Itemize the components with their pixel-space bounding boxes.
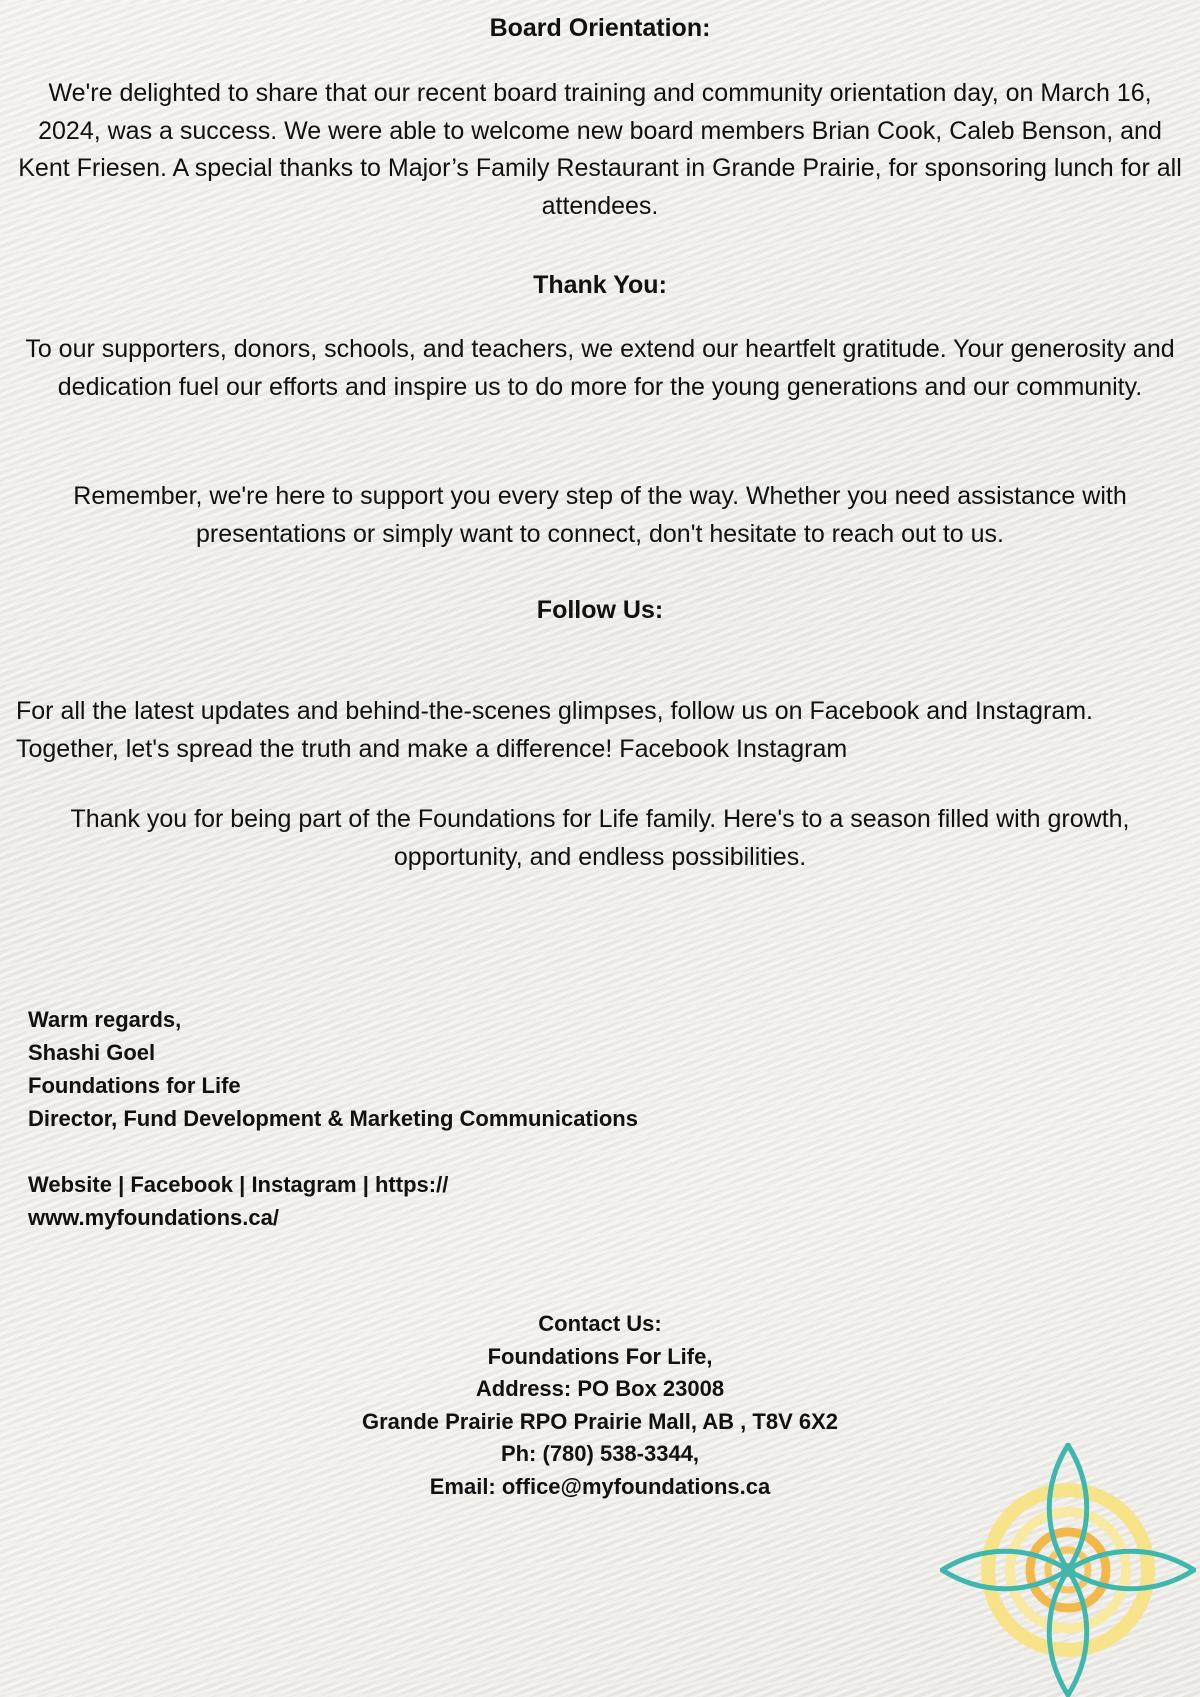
logo-petals: [942, 1445, 1194, 1695]
instagram-link[interactable]: Instagram: [251, 1172, 357, 1197]
links-block: [28, 1168, 548, 1234]
website-link[interactable]: Website: [28, 1172, 112, 1197]
website-url-link[interactable]: https:// www.myfoundations.ca/: [28, 1172, 449, 1230]
signature-greeting: Warm regards,: [28, 1007, 182, 1032]
links-separator: |: [356, 1172, 375, 1197]
closing-paragraph: Thank you for being part of the Foundations for Life family. Here's to a season filled with growth, opportunity, and endless possibilities.: [70, 805, 1130, 871]
contact-email[interactable]: Email: office@myfoundations.ca: [429, 1473, 771, 1499]
links-separator: |: [111, 1172, 131, 1197]
contact-organization: Foundations For Life,: [487, 1343, 713, 1369]
signature-block: [28, 1003, 788, 1135]
thank-you-heading: Thank You:: [533, 271, 667, 299]
facebook-link[interactable]: Facebook: [130, 1172, 234, 1197]
contact-heading: Contact Us:: [538, 1311, 662, 1336]
follow-us-paragraph: For all the latest updates and behind-the-scenes glimpses, follow us on Facebook and Instagram. Together, let's spread the truth and make a difference! Facebook Instagram: [16, 697, 1094, 763]
signature-title: Director, Fund Development & Marketing Communications: [28, 1106, 638, 1131]
signature-organization: Foundations for Life: [28, 1073, 241, 1098]
contact-phone[interactable]: Ph: (780) 538-3344,: [500, 1441, 700, 1467]
contact-block: [200, 1308, 1000, 1504]
links-separator: |: [233, 1172, 252, 1197]
contact-address-line-1: Address: PO Box 23008: [475, 1376, 725, 1402]
support-paragraph: Remember, we're here to support you every step of the way. Whether you need assistance with presentations or simply want to connect, don't hesitate to reach out to us.: [73, 482, 1127, 548]
board-orientation-heading: Board Orientation:: [489, 14, 711, 42]
board-orientation-paragraph: We're delighted to share that our recent board training and community orientation day, on March 16, 2024, was a success. We were able to welcome new board members Brian Cook, Caleb Benson, and Kent Friesen. A special thanks to Major’s Family Restaurant in Grande Prairie, for sponsoring lunch for all attendees.: [18, 79, 1182, 220]
follow-us-heading: Follow Us:: [536, 596, 664, 624]
contact-address-line-2: Grande Prairie RPO Prairie Mall, AB , T8V 6X2: [361, 1408, 839, 1434]
signature-name: Shashi Goel: [28, 1040, 156, 1065]
foundations-logo-icon: [940, 1443, 1196, 1697]
thank-you-paragraph: To our supporters, donors, schools, and teachers, we extend our heartfelt gratitude. Your generosity and dedication fuel our efforts and inspire us to do more for the young generations and our community.: [25, 335, 1175, 401]
